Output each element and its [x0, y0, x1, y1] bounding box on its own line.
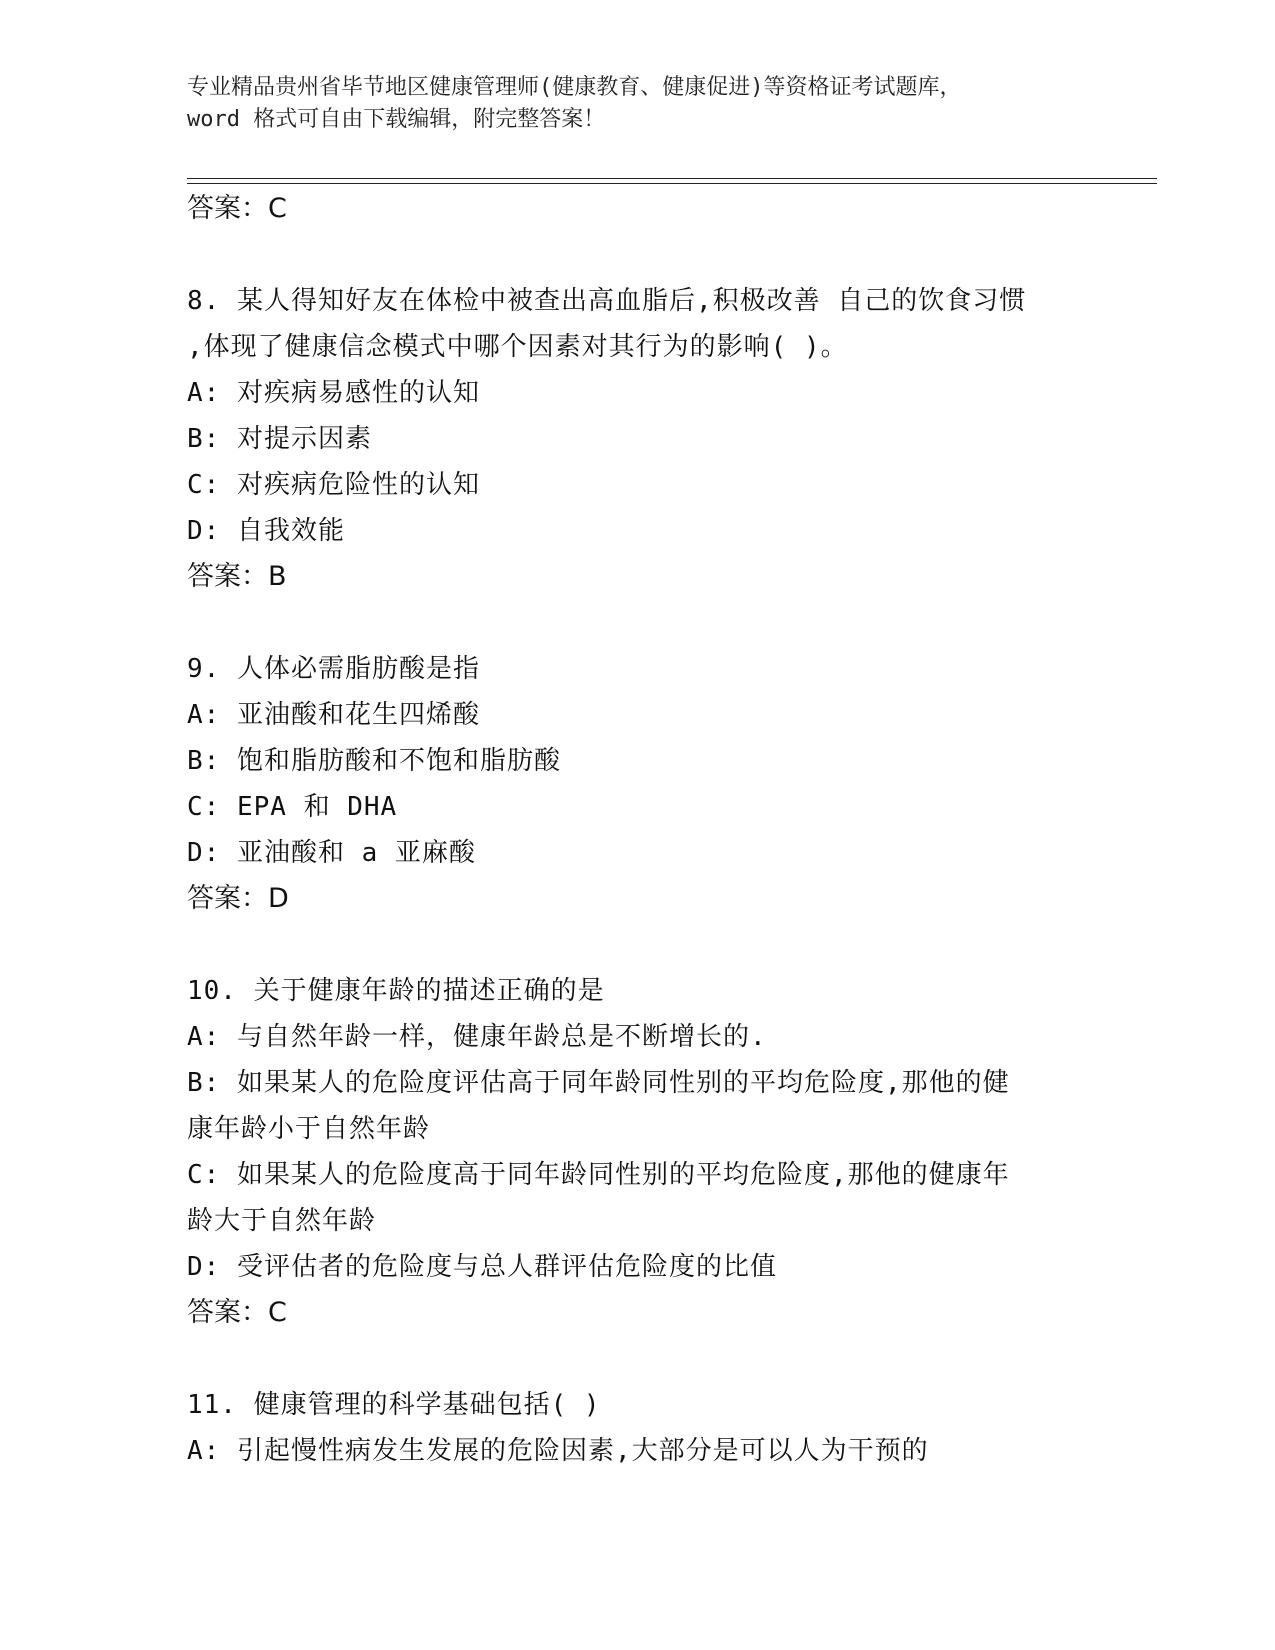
option-b: B: 如果某人的危险度评估高于同年龄同性别的平均危险度,那他的健 [187, 1068, 1010, 1098]
question-10 [187, 968, 1087, 1336]
spacer [187, 600, 1087, 646]
header-line-2: word 格式可自由下载编辑，附完整答案！ [187, 107, 606, 132]
question-stem: 9. 人体必需脂肪酸是指 [187, 654, 480, 684]
option-a: A: 亚油酸和花生四烯酸 [187, 700, 480, 730]
spacer [187, 232, 1087, 278]
option-b: B: 饱和脂肪酸和不饱和脂肪酸 [187, 746, 561, 776]
option-d: D: 受评估者的危险度与总人群评估危险度的比值 [187, 1252, 777, 1282]
answer: 答案：B [187, 561, 287, 592]
option-c: C: 对疾病危险性的认知 [187, 470, 480, 500]
option-d: D: 自我效能 [187, 516, 345, 546]
header-rule-bottom [187, 183, 1157, 184]
option-a: A: 对疾病易感性的认知 [187, 378, 480, 408]
option-c-continued: 龄大于自然年龄 [187, 1206, 377, 1236]
question-stem: ,体现了健康信念模式中哪个因素对其行为的影响( )。 [187, 332, 848, 362]
page-header [187, 72, 1087, 136]
option-c: C: EPA 和 DHA [187, 792, 398, 822]
question-stem: 8. 某人得知好友在体检中被查出高血脂后,积极改善 自己的饮食习惯 [187, 286, 1027, 316]
question-stem: 11. 健康管理的科学基础包括( ) [187, 1390, 601, 1420]
question-stem: 10. 关于健康年龄的描述正确的是 [187, 976, 605, 1006]
question-8 [187, 278, 1087, 600]
answer-prev: 答案：C [187, 193, 287, 224]
option-c: C: 如果某人的危险度高于同年龄同性别的平均危险度,那他的健康年 [187, 1160, 1010, 1190]
option-a: A: 与自然年龄一样，健康年龄总是不断增长的. [187, 1022, 767, 1052]
spacer [187, 922, 1087, 968]
option-d: D: 亚油酸和 a 亚麻酸 [187, 838, 476, 868]
answer: 答案：C [187, 1297, 287, 1328]
question-9 [187, 646, 1087, 922]
option-b-continued: 康年龄小于自然年龄 [187, 1114, 431, 1144]
header-line-1: 专业精品贵州省毕节地区健康管理师(健康教育、健康促进)等资格证考试题库， [187, 75, 962, 100]
spacer [187, 1336, 1087, 1382]
answer: 答案：D [187, 883, 289, 914]
header-rule-top [187, 178, 1157, 179]
option-b: B: 对提示因素 [187, 424, 372, 454]
question-list [187, 186, 1087, 1474]
option-a: A: 引起慢性病发生发展的危险因素,大部分是可以人为干预的 [187, 1436, 929, 1466]
question-11 [187, 1382, 1087, 1474]
